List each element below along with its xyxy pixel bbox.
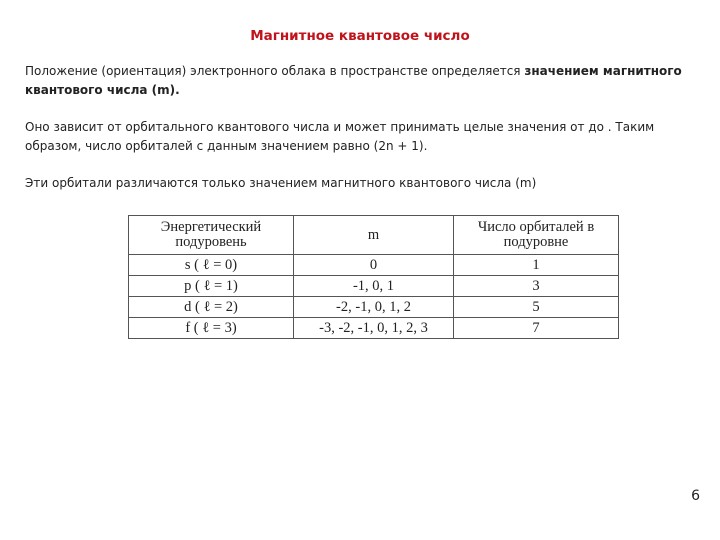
- table-header-row: [129, 216, 619, 255]
- cell-count: 3: [454, 276, 619, 297]
- table-row: [129, 276, 619, 297]
- paragraph-orientation-text: Положение (ориентация) электронного облака в пространстве определяется: [25, 64, 525, 78]
- paragraph-values-range: Оно зависит от орбитального квантового числа и может принимать целые значения от до . Таким образом, число орбиталей с данным значением равно (2n + 1).: [25, 120, 655, 153]
- paragraph-orientation: [25, 62, 695, 100]
- table-row: [129, 255, 619, 276]
- cell-m: 0: [294, 255, 454, 276]
- cell-count: 1: [454, 255, 619, 276]
- cell-sublevel: f ( ℓ = 3): [129, 318, 294, 339]
- cell-m: -3, -2, -1, 0, 1, 2, 3: [294, 318, 454, 339]
- table-row: [129, 297, 619, 318]
- cell-count: 7: [454, 318, 619, 339]
- header-sublevel: Энергетический подуровень: [129, 216, 294, 255]
- paragraph-orientation-bold: значением магнитного квантового числа (m).: [25, 64, 682, 97]
- cell-m: -1, 0, 1: [294, 276, 454, 297]
- orbitals-table: [128, 215, 619, 339]
- slide-title: Магнитное квантовое число: [250, 28, 470, 44]
- page-number: 6: [691, 488, 700, 504]
- cell-count: 5: [454, 297, 619, 318]
- header-m: m: [294, 216, 454, 255]
- cell-sublevel: d ( ℓ = 2): [129, 297, 294, 318]
- cell-sublevel: p ( ℓ = 1): [129, 276, 294, 297]
- paragraph-orbitals-differ: Эти орбитали различаются только значением магнитного квантового числа (m): [25, 176, 537, 190]
- cell-m: -2, -1, 0, 1, 2: [294, 297, 454, 318]
- table-row: [129, 318, 619, 339]
- cell-sublevel: s ( ℓ = 0): [129, 255, 294, 276]
- header-orbital-count: Число орбиталей в подуровне: [454, 216, 619, 255]
